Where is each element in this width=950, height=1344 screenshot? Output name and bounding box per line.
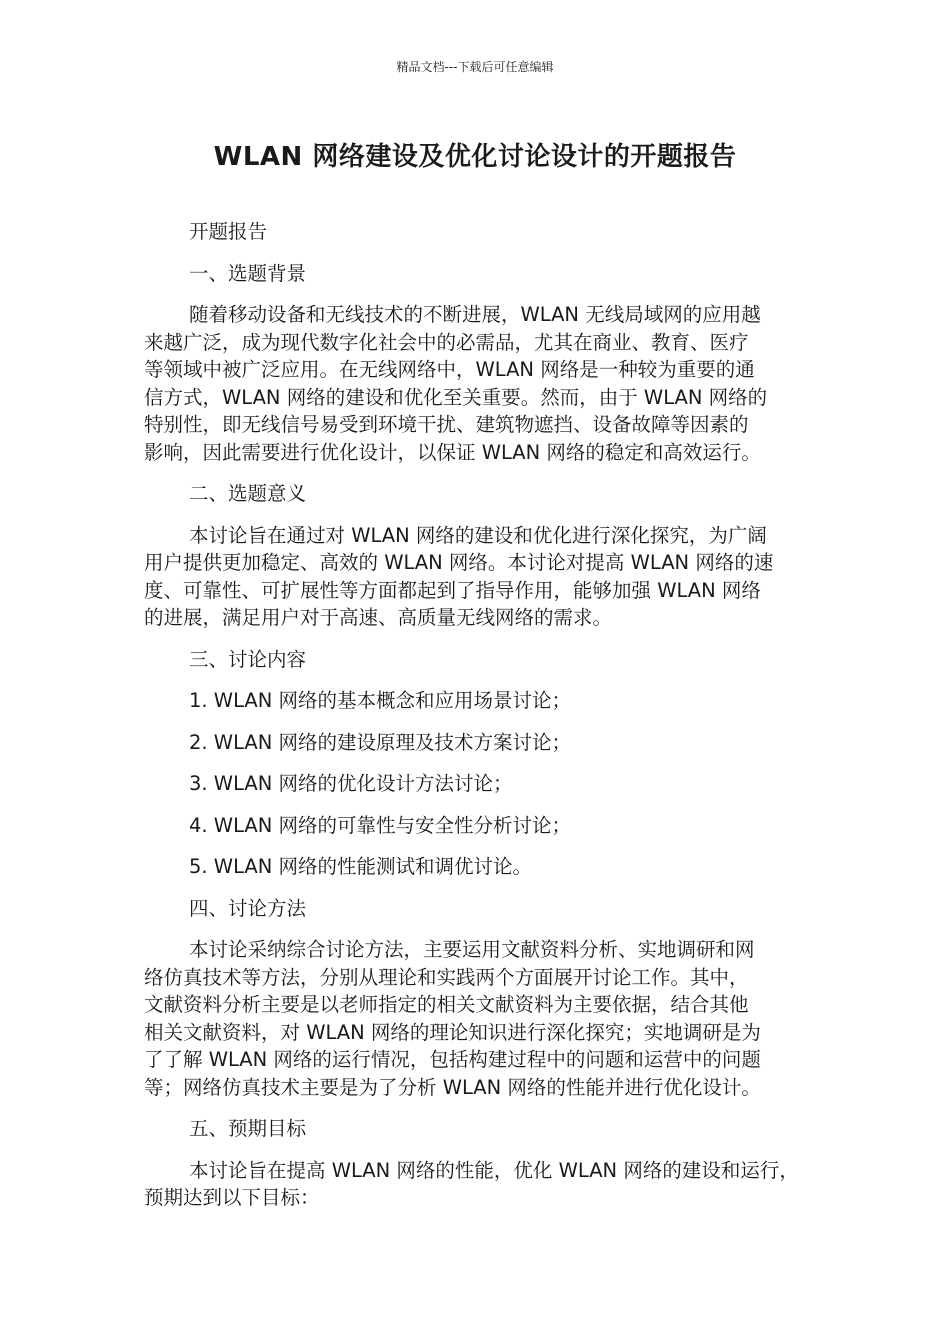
section-heading-goals: 五、预期目标: [189, 1117, 307, 1140]
paragraph-line: 等；网络仿真技术主要是为了分析 WLAN 网络的性能并进行优化设计。: [144, 1075, 761, 1099]
paragraph-line: 络仿真技术等方法，分别从理论和实践两个方面展开讨论工作。其中，: [144, 965, 749, 989]
header-note: 精品文档---下载后可任意编辑: [396, 60, 554, 74]
paragraph-line: 本讨论旨在通过对 WLAN 网络的建设和优化进行深化探究，为广阔: [189, 523, 767, 547]
list-item: 2. WLAN 网络的建设原理及技术方案讨论；: [189, 730, 572, 754]
document-body: [144, 218, 816, 1212]
paragraph-line: 的进展，满足用户对于高速、高质量无线网络的需求。: [144, 606, 613, 629]
paragraph-line: 信方式，WLAN 网络的建设和优化至关重要。然而，由于 WLAN 网络的: [144, 385, 768, 409]
paragraph-significance: [144, 522, 816, 632]
paragraph-line: 等领域中被广泛应用。在无线网络中，WLAN 网络是一种较为重要的通: [144, 358, 755, 381]
paragraph-line: 相关文献资料，对 WLAN 网络的理论知识进行深化探究；实地调研是为: [144, 1020, 761, 1044]
section-heading-content: 三、讨论内容: [189, 647, 307, 671]
paragraph-line: 度、可靠性、可扩展性等方面都起到了指导作用，能够加强 WLAN 网络: [144, 578, 761, 602]
paragraph-line: 文献资料分析主要是以老师指定的相关文献资料为主要依据，结合其他: [144, 993, 749, 1016]
paragraph-line: 了了解 WLAN 网络的运行情况，包括构建过程中的问题和运营中的问题: [144, 1048, 761, 1071]
list-item: 1. WLAN 网络的基本概念和应用场景讨论；: [189, 689, 572, 712]
list-item: 5. WLAN 网络的性能测试和调优讨论。: [189, 855, 533, 878]
paragraph-goals: [144, 1157, 816, 1212]
paragraph-line: 影响，因此需要进行优化设计，以保证 WLAN 网络的稳定和高效运行。: [144, 440, 761, 464]
paragraph-line: 本讨论旨在提高 WLAN 网络的性能，优化 WLAN 网络的建设和运行，: [189, 1158, 799, 1182]
section-heading-method: 四、讨论方法: [189, 896, 307, 920]
section-heading-background: 一、选题背景: [189, 261, 307, 285]
section-heading-significance: 二、选题意义: [189, 482, 307, 505]
paragraph-line: 随着移动设备和无线技术的不断进展，WLAN 无线局域网的应用越: [189, 303, 761, 326]
paragraph-method: [144, 936, 816, 1101]
paragraph-line: 特别性，即无线信号易受到环境干扰、建筑物遮挡、设备故障等因素的: [144, 413, 749, 436]
paragraph-background: [144, 301, 816, 466]
document-title: WLAN 网络建设及优化讨论设计的开题报告: [213, 142, 737, 172]
paragraph-line: 预期达到以下目标：: [144, 1186, 320, 1209]
list-item: 3. WLAN 网络的优化设计方法讨论；: [189, 772, 513, 795]
paragraph-line: 来越广泛，成为现代数字化社会中的必需品，尤其在商业、教育、医疗: [144, 330, 749, 354]
list-item: 4. WLAN 网络的可靠性与安全性分析讨论；: [189, 813, 572, 837]
paragraph-line: 本讨论采纳综合讨论方法，主要运用文献资料分析、实地调研和网: [189, 938, 755, 961]
report-label: 开题报告: [189, 220, 268, 243]
paragraph-line: 用户提供更加稳定、高效的 WLAN 网络。本讨论对提高 WLAN 网络的速: [144, 551, 774, 574]
